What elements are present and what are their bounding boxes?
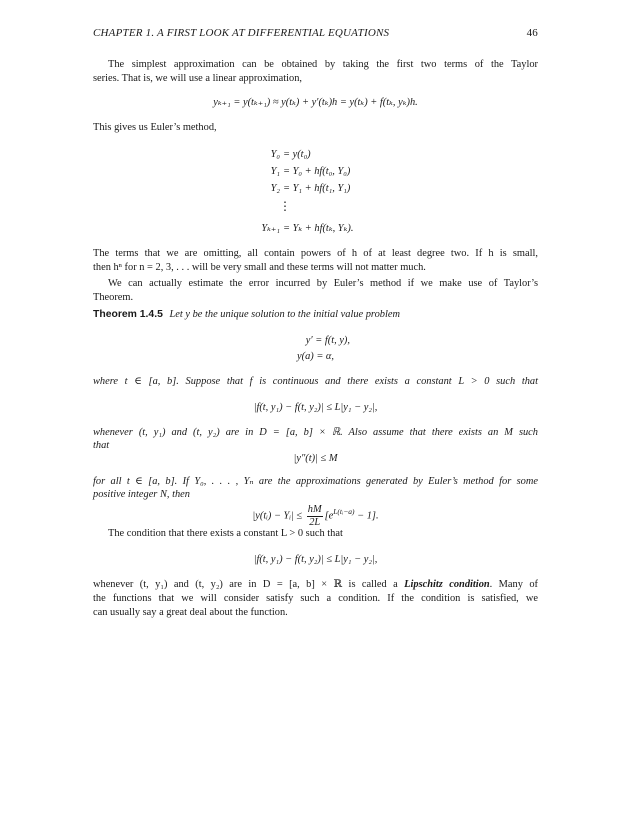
para1-line1: The simplest approximation can be obtained by taking the first two terms of the Taylor xyxy=(108,59,538,70)
theorem-condition-1: where t ∈ [a, b]. Suppose that f is continuous and there exists a constant L > 0 such that xyxy=(93,376,538,387)
error-bound-numerator: hM xyxy=(307,503,322,515)
euler-lhs-2: Y₂ xyxy=(270,183,280,194)
euler-lhs-0: Y₀ xyxy=(270,149,280,160)
euler-rhs-1: = Y₀ + hf(t₀, Y₀) xyxy=(283,166,351,177)
theorem-condition-3-line1: for all t ∈ [a, b]. If Y₀, . . . , Yₙ are the approximations generated by Euler’s method for some xyxy=(93,476,538,487)
para6-line1 xyxy=(93,578,538,591)
error-bound-equation xyxy=(93,500,538,529)
theorem-heading xyxy=(93,308,538,321)
euler-rhs-3: = Yₖ + hf(tₖ, Yₖ). xyxy=(283,223,354,234)
theorem-condition-3-line2: positive integer N, then xyxy=(93,489,190,500)
ivp-equation-2: y(a) = α, xyxy=(297,351,334,362)
lipschitz-term: Lipschitz condition xyxy=(404,579,490,590)
error-bound-fraction xyxy=(307,504,323,529)
para4-line1: We can actually estimate the error incurred by Euler’s method if we make use of Taylor’s xyxy=(108,278,538,289)
theorem-label: Theorem 1.4.5 xyxy=(93,309,163,320)
lipschitz-inequality: |f(t, y₁) − f(t, y₂)| ≤ L|y₁ − y₂|, xyxy=(253,402,378,413)
euler-lhs-1: Y₁ xyxy=(270,166,280,177)
page-number: 46 xyxy=(526,27,538,39)
error-bound-bracket-open: [e xyxy=(324,510,334,522)
para6-line2: the functions that we will consider satisfy such a condition. If the condition is satisfied, we xyxy=(93,593,538,604)
euler-lhs-3: Yₖ₊₁ xyxy=(261,223,280,234)
taylor-equation: yₖ₊₁ = y(tₖ₊₁) ≈ y(tₖ) + y′(tₖ)h = y(tₖ) + f(tₖ, yₖ)h. xyxy=(213,97,418,108)
para2: This gives us Euler’s method, xyxy=(93,122,217,133)
running-header xyxy=(93,27,538,39)
chapter-title: CHAPTER 1. A FIRST LOOK AT DIFFERENTIAL EQUATIONS xyxy=(93,27,390,39)
euler-vdots: ⋮ xyxy=(279,199,291,213)
error-bound-lhs: |y(tᵢ) − Yᵢ| ≤ xyxy=(252,510,303,522)
euler-rhs-2: = Y₁ + hf(t₁, Y₁) xyxy=(283,183,351,194)
euler-rhs-0: = y(t₀) xyxy=(283,149,311,160)
error-bound-exponent: L(tᵢ−a) xyxy=(333,507,355,516)
para3-line2: then hⁿ for n = 2, 3, . . . will be very small and these terms will not matter much. xyxy=(93,262,426,273)
para5: The condition that there exists a constant L > 0 such that xyxy=(108,528,343,539)
error-bound-denominator: 2L xyxy=(309,516,321,528)
lipschitz-inequality-repeat: |f(t, y₁) − f(t, y₂)| ≤ L|y₁ − y₂|, xyxy=(253,554,378,565)
theorem-condition-2-line1: whenever (t, y₁) and (t, y₂) are in D = [a, b] × ℝ. Also assume that there exists an M such xyxy=(93,427,538,438)
para6-line3: can usually say a great deal about the function. xyxy=(93,607,288,618)
error-bound-bracket-close: − 1]. xyxy=(354,510,379,522)
second-derivative-bound: |y″(t)| ≤ M xyxy=(293,453,338,464)
para6-line1-pre: whenever (t, y₁) and (t, y₂) are in D = [a, b] × ℝ is called a xyxy=(93,579,405,590)
para3-line1: The terms that we are omitting, all contain powers of h of at least degree two. If h is small, xyxy=(93,248,538,259)
para6-line1-post: . Many of xyxy=(489,579,538,590)
ivp-equation-1: y′ = f(t, y), xyxy=(305,335,350,346)
theorem-condition-2-line2: that xyxy=(93,440,110,451)
theorem-intro: Let y be the unique solution to the initial value problem xyxy=(169,309,400,320)
para4-line2: Theorem. xyxy=(93,292,134,303)
para1-line2: series. That is, we will use a linear approximation, xyxy=(93,73,303,84)
